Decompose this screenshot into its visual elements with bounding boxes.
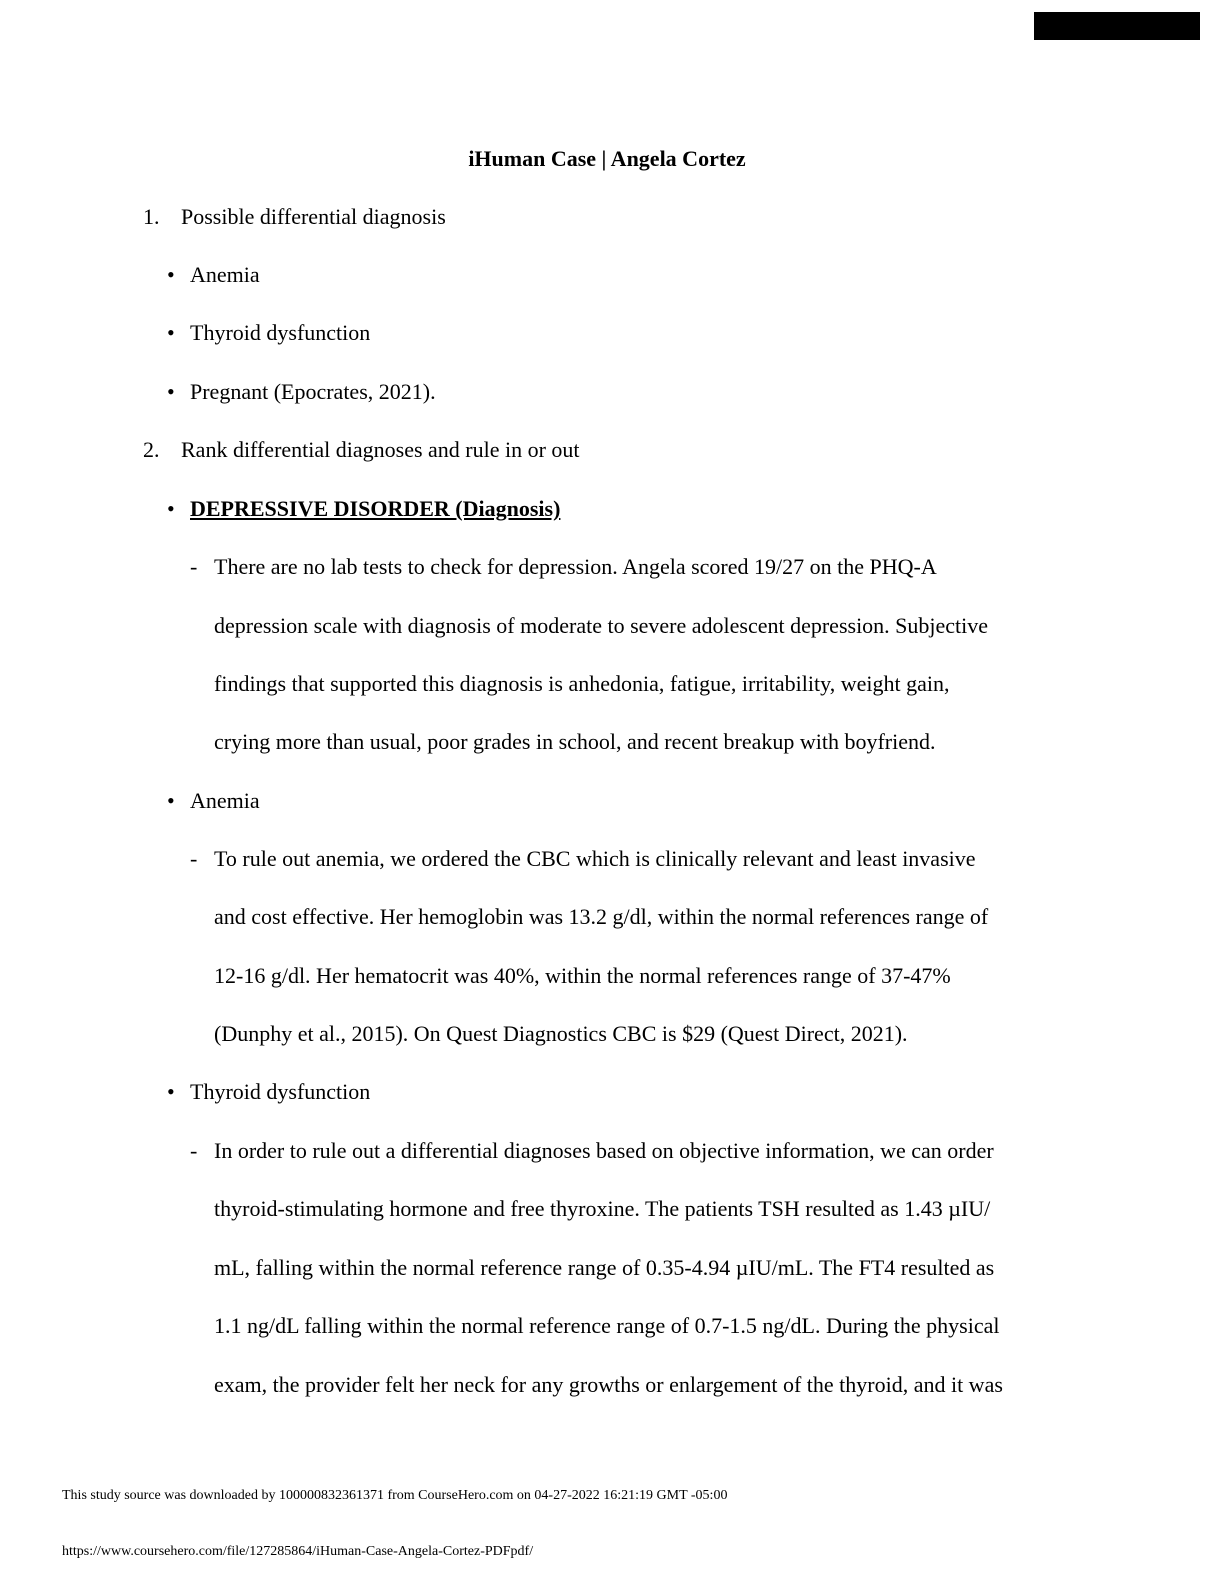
diagnosis-label: Thyroid dysfunction	[190, 1079, 371, 1104]
paragraph-line: mL, falling within the normal reference range of 0.35-4.94 µIU/mL. The FT4 resulted as	[214, 1255, 995, 1280]
paragraph-line: There are no lab tests to check for depression. Angela scored 19/27 on the PHQ-A	[214, 554, 937, 579]
bullet-icon: •	[167, 788, 175, 813]
paragraph-line: (Dunphy et al., 2015). On Quest Diagnostics CBC is $29 (Quest Direct, 2021).	[214, 1021, 908, 1046]
paragraph-line: findings that supported this diagnosis is anhedonia, fatigue, irritability, weight gain,	[214, 671, 950, 696]
paragraph-line: In order to rule out a differential diagnoses based on objective information, we can order	[214, 1138, 994, 1163]
section-2-heading: Rank differential diagnoses and rule in or out	[181, 437, 580, 462]
list-item: Thyroid dysfunction	[190, 320, 371, 345]
bullet-icon: •	[167, 320, 175, 345]
bullet-icon: •	[167, 262, 175, 287]
section-1-number: 1.	[143, 204, 160, 229]
dash-icon: -	[190, 846, 198, 871]
bullet-icon: •	[167, 379, 175, 404]
redaction-bar	[1034, 12, 1200, 40]
section-2-number: 2.	[143, 437, 160, 462]
paragraph-line: thyroid-stimulating hormone and free thyroxine. The patients TSH resulted as 1.43 µIU/	[214, 1196, 991, 1221]
bullet-icon: •	[167, 1079, 175, 1104]
dash-icon: -	[190, 1138, 198, 1163]
paragraph-line: exam, the provider felt her neck for any growths or enlargement of the thyroid, and it was	[214, 1372, 1003, 1397]
paragraph-line: and cost effective. Her hemoglobin was 13.2 g/dl, within the normal references range of	[214, 904, 989, 929]
paragraph-line: crying more than usual, poor grades in school, and recent breakup with boyfriend.	[214, 729, 936, 754]
dash-icon: -	[190, 554, 198, 579]
diagnosis-label: Anemia	[190, 788, 260, 813]
paragraph-line: depression scale with diagnosis of moderate to severe adolescent depression. Subjective	[214, 613, 989, 638]
source-url[interactable]: https://www.coursehero.com/file/127285864/iHuman-Case-Angela-Cortez-PDFpdf/	[62, 1544, 534, 1559]
diagnosis-label: DEPRESSIVE DISORDER (Diagnosis)	[190, 496, 561, 521]
paragraph-line: To rule out anemia, we ordered the CBC which is clinically relevant and least invasive	[214, 846, 976, 871]
download-notice: This study source was downloaded by 100000832361371 from CourseHero.com on 04-27-2022 16:21:19 GMT -05:00	[62, 1488, 728, 1503]
section-1-heading: Possible differential diagnosis	[181, 204, 446, 229]
bullet-icon: •	[167, 496, 175, 521]
list-item: Pregnant (Epocrates, 2021).	[190, 379, 436, 404]
paragraph-line: 12-16 g/dl. Her hematocrit was 40%, within the normal references range of 37-47%	[214, 963, 951, 988]
page-title: iHuman Case | Angela Cortez	[468, 146, 746, 171]
list-item: Anemia	[190, 262, 260, 287]
paragraph-line: 1.1 ng/dL falling within the normal reference range of 0.7-1.5 ng/dL. During the physical	[214, 1313, 1000, 1338]
